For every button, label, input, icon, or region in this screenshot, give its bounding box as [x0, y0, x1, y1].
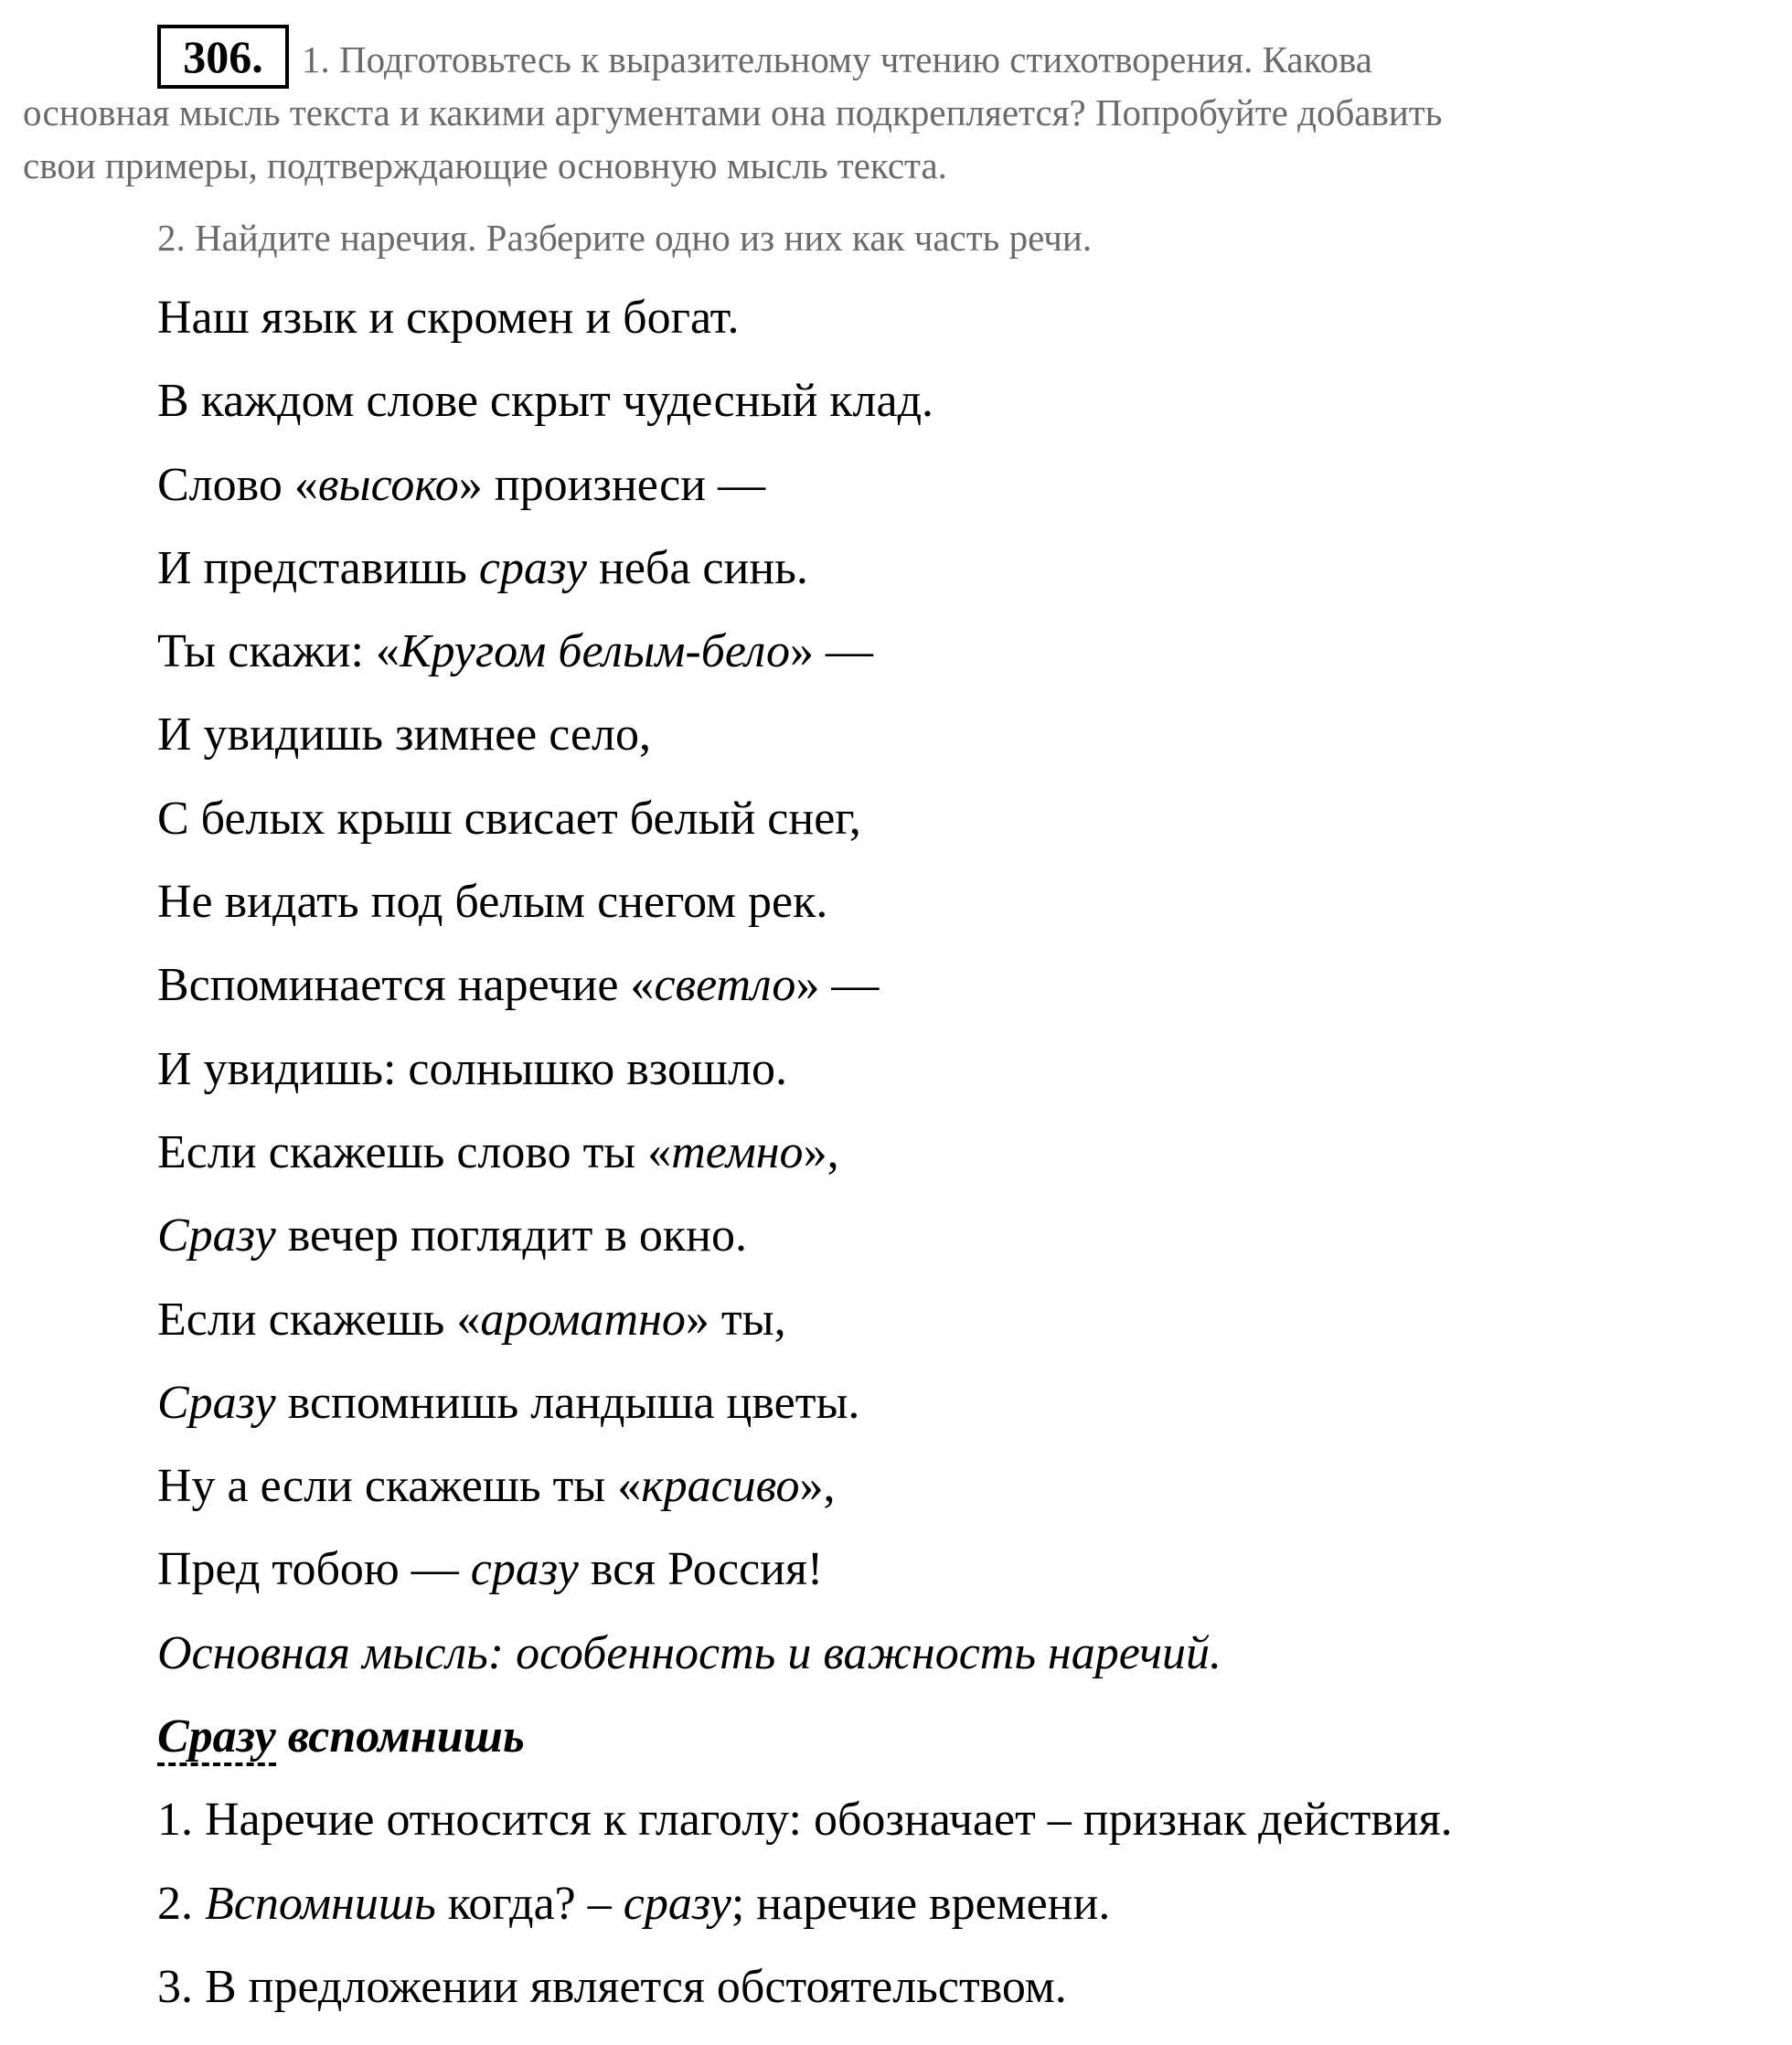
poem-line [157, 610, 1453, 693]
poem-line [157, 276, 1453, 359]
text: И увидишь зимнее село, [157, 708, 651, 762]
exercise-number: 306. [157, 25, 289, 89]
italic-text: Кругом белым-бело [399, 625, 790, 678]
parse-item [157, 1945, 1453, 2029]
text: », [803, 1125, 839, 1178]
text: вечер поглядит в окно. [275, 1209, 748, 1262]
text: Слово « [157, 458, 318, 511]
text: » ты, [685, 1293, 786, 1346]
italic-text: вспомнишь [275, 1710, 525, 1763]
text: », [799, 1460, 836, 1513]
text: » — [795, 959, 880, 1012]
parse-item [157, 1778, 1453, 1861]
poem-line [157, 1194, 1453, 1277]
poem-line [157, 943, 1453, 1027]
poem-and-answer [157, 276, 1453, 2029]
text: Наш язык и скромен и богат. [157, 292, 740, 344]
poem-line [157, 693, 1453, 776]
poem-line [157, 1278, 1453, 1361]
poem-line [157, 860, 1453, 943]
italic-text: высоко [317, 458, 459, 511]
task-2: 2. Найдите наречия. Разберите одно из них как часть речи. [157, 217, 1093, 259]
poem-line [157, 527, 1453, 610]
italic-text: темно [671, 1125, 804, 1178]
italic-text: Основная мысль: особенность и важность наречий. [157, 1626, 1222, 1679]
text: Ты скажи: « [157, 625, 400, 678]
italic-text: светло [654, 959, 796, 1012]
italic-text: сразу [623, 1877, 731, 1930]
text: Если скажешь « [157, 1293, 481, 1346]
text: 1. Наречие относится к глаголу: обозначает – признак действия. [157, 1794, 1453, 1847]
text: В каждом слове скрыт чудесный клад. [157, 375, 934, 428]
poem-line [157, 1028, 1453, 1111]
poem-line [157, 359, 1453, 442]
text: Ну а если скажешь ты « [157, 1460, 642, 1513]
task-line-3: свои примеры, подтверждающие основную мысль текста. [23, 144, 947, 186]
poem-line [157, 1528, 1453, 1611]
text: ; наречие времени. [731, 1877, 1111, 1930]
italic-text: Сразу [157, 1376, 276, 1429]
text: » произнеси — [458, 458, 766, 511]
text: Если скажешь слово ты « [157, 1125, 672, 1178]
italic-text: ароматно [480, 1293, 686, 1346]
poem-line [157, 777, 1453, 860]
poem-line [157, 1444, 1453, 1528]
italic-text: Сразу [157, 1209, 276, 1262]
text: » — [789, 625, 873, 678]
text: 2. [157, 1877, 205, 1930]
italic-text: сразу [478, 541, 587, 594]
main-idea [157, 1612, 1453, 1695]
text: Вспоминается наречие « [157, 959, 655, 1012]
poem-line [157, 1361, 1453, 1444]
task-line-1: 1. Подготовьтесь к выразительному чтению стихотворения. Какова [302, 38, 1372, 80]
text: Пред тобою — [157, 1543, 471, 1596]
italic-text: красиво [641, 1460, 800, 1513]
text: когда? – [435, 1877, 624, 1930]
text: вся Россия! [578, 1543, 824, 1596]
text: 3. В предложении является обстоятельством. [157, 1960, 1067, 2013]
poem-line [157, 443, 1453, 527]
text: И представишь [157, 541, 479, 594]
italic-text: сразу [470, 1543, 579, 1596]
italic-text: Вспомнишь [205, 1877, 436, 1930]
text: С белых крыш свисает белый снег, [157, 792, 861, 845]
text: вспомнишь ландыша цветы. [275, 1376, 860, 1429]
task-line-2: основная мысль текста и какими аргументами она подкрепляется? Попробуйте добавить [23, 91, 1443, 133]
parse-heading [157, 1695, 1453, 1778]
poem-line [157, 1111, 1453, 1194]
text: неба синь. [586, 541, 808, 594]
text: И увидишь: солнышко взошло. [157, 1042, 787, 1095]
parse-item [157, 1862, 1453, 1945]
italic-text: Сразу [157, 1710, 276, 1766]
text: Не видать под белым снегом рек. [157, 876, 828, 929]
